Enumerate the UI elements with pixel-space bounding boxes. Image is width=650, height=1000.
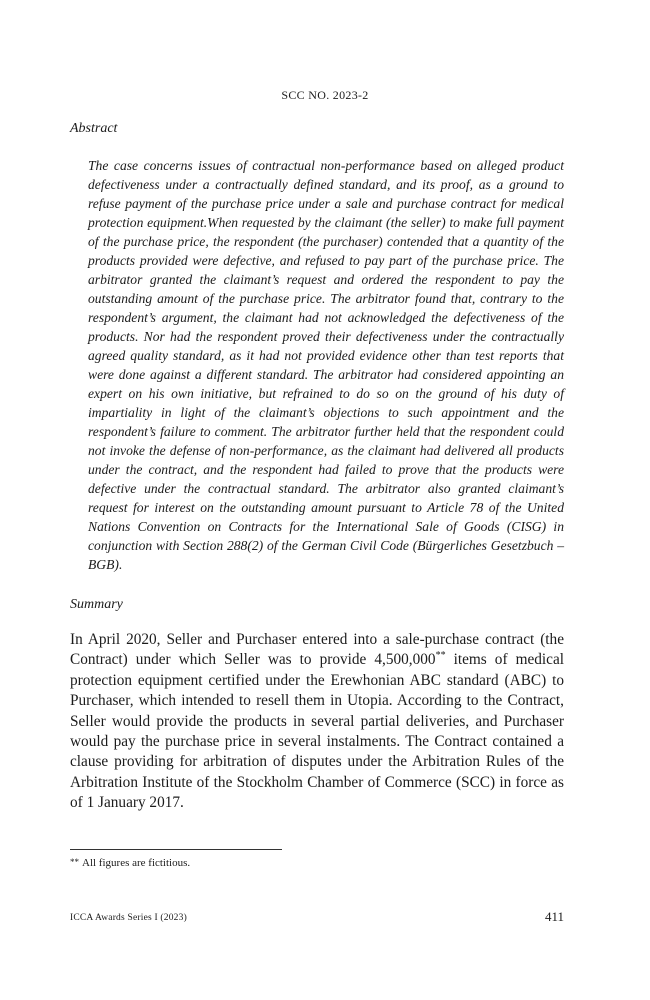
footnote-text: All figures are fictitious. [82,857,191,869]
page-number: 411 [544,909,564,924]
running-head: SCC NO. 2023-2 [281,88,369,102]
summary-text-end: items of medical protection equipment certified under the Erewhonian ABC standard (ABC) to Purchaser, which intended to resell them in Utopia. According to the Contract, Seller would provide the products in several partial deliveries, and Purchaser would pay the purchase price in several instalments. The Contract contained a clause providing for arbitration of disputes under the Arbitration Rules of the Arbitration Institute of the Stockholm Chamber of Commerce (SCC) in force as of 1 January 2017. [70,651,564,812]
footnote-reference: ** [435,650,446,662]
footnote-marker: ** [70,857,79,867]
abstract-paragraph: The case concerns issues of contractual non-performance based on alleged product defectiveness under a contractually defined standard, and its proof, as a ground to refuse payment of the purchase price under a sale and purchase contract for medical protection equipment.When requested by the claimant (the seller) to make full payment of the purchase price, the respondent (the purchaser) contended that a quantity of the products provided were defective, and refused to pay part of the purchase price. The arbitrator granted the claimant’s request and ordered the respondent to pay the outstanding amount of the purchase price. The arbitrator found that, contrary to the respondent’s argument, the claimant had not acknowledged the defectiveness of the products. Nor had the respondent proved their defectiveness under the contractually agreed quality standard, as it had not provided evidence other than test reports that were done against a different standard. The arbitrator had considered appointing an expert on his own initiative, but refrained to do so on the ground of his duty of impartiality in light of the claimant’s objections to such appointment and the respondent’s failure to comment. The arbitrator further held that the respondent could not invoke the defense of non-performance, as the claimant had delivered all products under the contract, and the respondent had failed to prove that the products were defective under the contractual standard. The arbitrator also granted claimant’s request for interest on the outstanding amount pursuant to Article 78 of the United Nations Convention on Contracts for the International Sale of Goods (CISG) in conjunction with Section 288(2) of the German Civil Code (Bürgerliches Gesetzbuch – BGB). [88,158,564,572]
summary-paragraph [70,630,564,814]
summary-text-start: In April 2020, Seller and Purchaser entered into a sale-purchase contract (the Contract) under which Seller was to provide 4,500,000 [70,631,564,669]
footnote-divider [70,849,282,850]
footnote [70,857,190,869]
summary-heading: Summary [70,597,123,612]
series-footer: ICCA Awards Series I (2023) [70,913,187,923]
abstract-heading: Abstract [70,121,118,136]
